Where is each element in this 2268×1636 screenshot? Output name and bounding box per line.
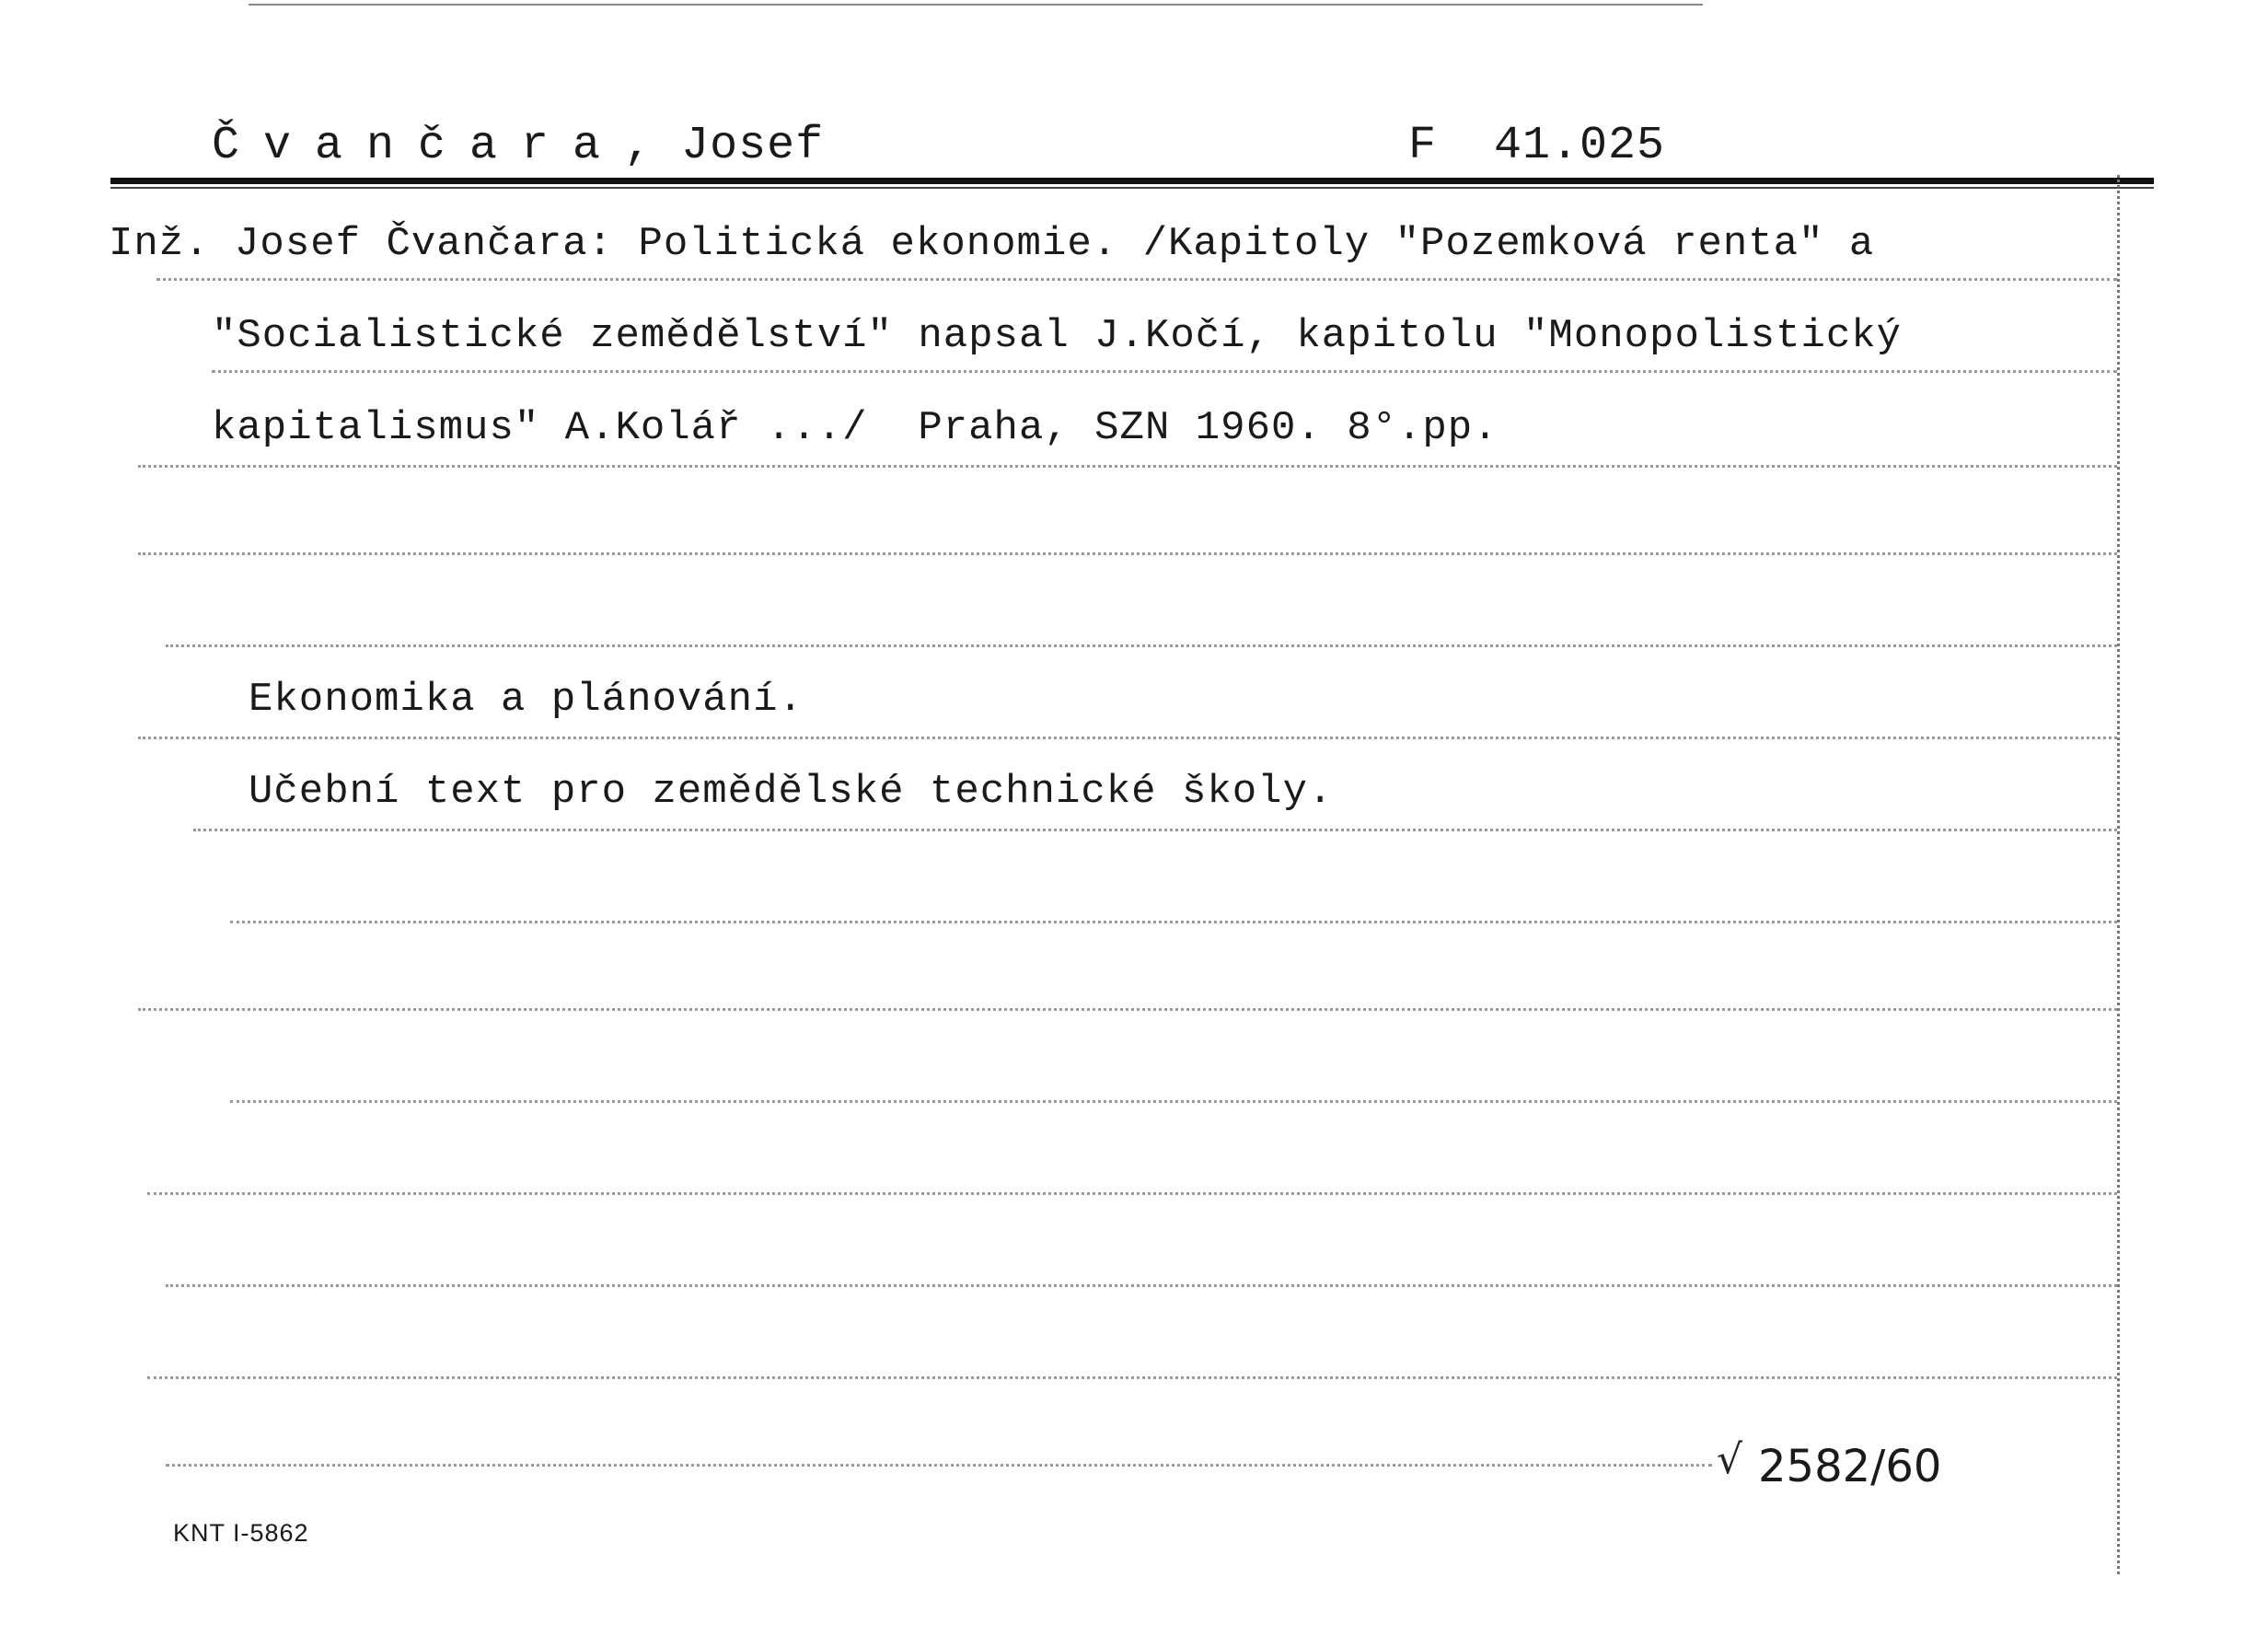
ruled-line xyxy=(230,921,2117,923)
form-code: KNT I-5862 xyxy=(173,1519,309,1547)
ruled-line xyxy=(138,465,2117,468)
series-line-1: Ekonomika a plánování. xyxy=(249,677,804,723)
ruled-line xyxy=(166,1464,1712,1467)
heading-surname: Čvančara xyxy=(212,120,625,172)
heading-author xyxy=(212,120,824,172)
shelf-mark: 2582/60 xyxy=(1758,1441,1942,1492)
ruled-line xyxy=(138,552,2117,555)
heading-separator: , xyxy=(624,120,654,172)
ruled-line xyxy=(230,1100,2117,1103)
ruled-line xyxy=(147,1376,2117,1379)
top-edge-line xyxy=(249,4,1703,6)
ruled-line xyxy=(166,1284,2117,1287)
call-number: F 41.025 xyxy=(1408,120,1666,172)
ruled-line xyxy=(193,829,2117,831)
ruled-line xyxy=(147,1192,2117,1195)
ruled-line xyxy=(138,737,2117,739)
entry-line-1: Inž. Josef Čvančara: Politická ekonomie. /Kapitoly "Pozemková renta" a xyxy=(109,221,1875,267)
series-line-2: Učební text pro zemědělské technické školy. xyxy=(249,769,1334,815)
heading-rule xyxy=(110,178,2154,184)
heading-rule-thin xyxy=(110,187,2154,189)
entry-line-3: kapitalismus" A.Kolář .../ Praha, SZN 1960. 8°.pp. xyxy=(212,405,1498,451)
heading-given-name: Josef xyxy=(681,120,825,172)
entry-line-2: "Socialistické zemědělství" napsal J.Kočí, kapitolu "Monopolistický xyxy=(212,313,1903,359)
check-mark: √ xyxy=(1717,1436,1743,1483)
ruled-line xyxy=(156,278,2117,281)
ruled-line xyxy=(212,370,2117,373)
ruled-line xyxy=(138,1008,2117,1011)
ruled-line xyxy=(166,644,2117,647)
card-margin-line xyxy=(2117,175,2120,1574)
